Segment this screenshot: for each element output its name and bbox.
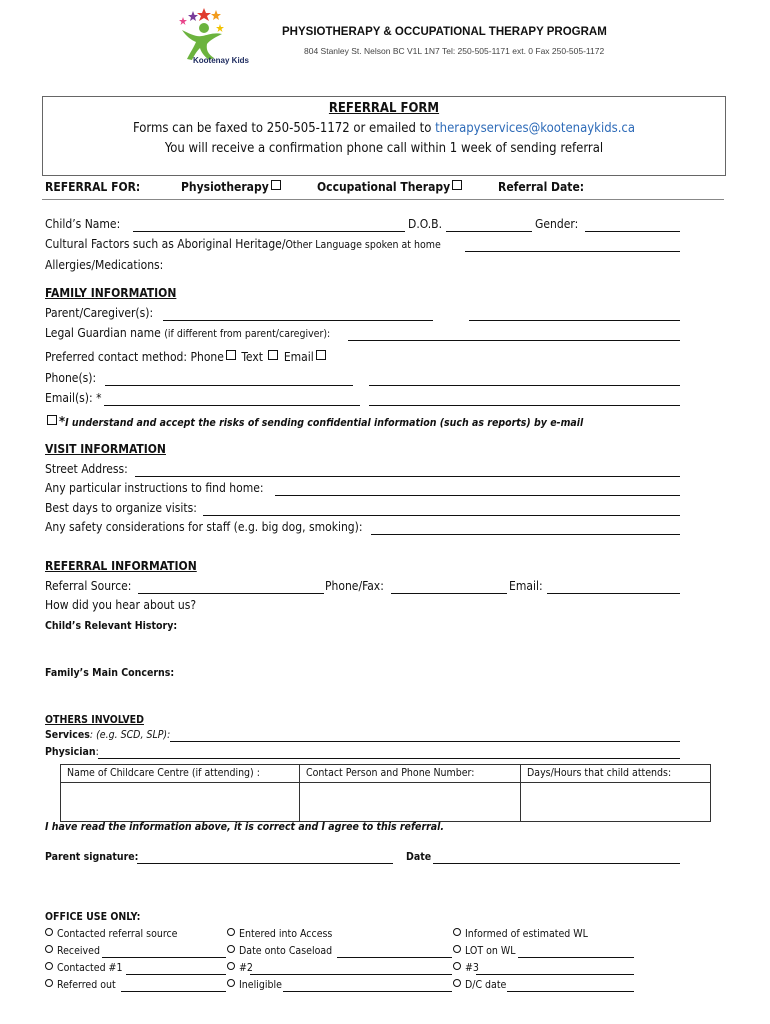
office-item-3[interactable]: #3 — [453, 962, 479, 974]
contact-phone-checkbox[interactable] — [226, 350, 236, 360]
referral-for-label: REFERRAL FOR: — [45, 180, 141, 194]
childcare-table — [60, 764, 711, 822]
form-title: REFERRAL FORM — [328, 101, 440, 116]
others-involved-heading: OTHERS INVOLVED — [45, 714, 144, 726]
physician-field[interactable] — [98, 758, 680, 759]
childs-name-label: Child’s Name: — [45, 217, 121, 231]
radio-circle-icon — [227, 962, 235, 970]
logo-star-red — [197, 8, 211, 21]
radio-circle-icon — [45, 928, 53, 936]
ineligible-field[interactable] — [283, 991, 452, 992]
item-3-field[interactable] — [476, 974, 634, 975]
contact-person-cell[interactable] — [300, 783, 521, 822]
office-item-received[interactable]: Received — [45, 945, 100, 957]
days-hours-cell[interactable] — [521, 783, 711, 822]
referral-email-field[interactable] — [547, 593, 680, 594]
radio-circle-icon — [453, 979, 461, 987]
logo-star-purple — [188, 11, 198, 21]
visit-info-heading: VISIT INFORMATION — [45, 442, 166, 456]
parent-signature-label: Parent signature: — [45, 851, 139, 863]
best-days-field[interactable] — [203, 515, 680, 516]
parent-caregiver-field-1[interactable] — [163, 320, 433, 321]
street-address-label: Street Address: — [45, 462, 128, 476]
lot-on-wl-field[interactable] — [518, 957, 634, 958]
referral-date-label: Referral Date: — [498, 180, 585, 194]
services-field[interactable] — [170, 741, 680, 742]
referred-out-field[interactable] — [121, 991, 226, 992]
signature-date-field[interactable] — [433, 863, 680, 864]
phone-fax-label: Phone/Fax: — [325, 579, 384, 593]
email-consent[interactable]: *I understand and accept the risks of sending confidential information (such as reports) by e-mail — [45, 415, 583, 430]
logo-star-yellow — [216, 24, 224, 32]
childcare-table-row — [61, 783, 711, 822]
gender-field[interactable] — [585, 231, 680, 232]
physiotherapy-checkbox[interactable] — [271, 180, 281, 190]
how-heard-label: How did you hear about us? — [45, 598, 197, 612]
agreement-statement: I have read the information above, it is correct and I agree to this referral. — [45, 821, 444, 833]
logo-text: Kootenay Kids — [193, 56, 250, 65]
referral-for-divider — [42, 199, 724, 200]
cultural-factors-label: Cultural Factors such as Aboriginal Heritage/Other Language spoken at home — [45, 237, 441, 251]
logo-figure-head — [199, 23, 209, 33]
parent-signature-field[interactable] — [137, 863, 393, 864]
safety-label: Any safety considerations for staff (e.g. big dog, smoking): — [45, 520, 363, 534]
main-concerns-label: Family’s Main Concerns: — [45, 667, 175, 679]
radio-circle-icon — [45, 945, 53, 953]
confirmation-note: You will receive a confirmation phone call within 1 week of sending referral — [164, 141, 604, 156]
physiotherapy-option[interactable]: Physiotherapy — [181, 180, 283, 194]
instructions-field[interactable] — [275, 495, 680, 496]
office-item-contacted-1[interactable]: Contacted #1 — [45, 962, 123, 974]
radio-circle-icon — [227, 928, 235, 936]
contact-person-header: Contact Person and Phone Number: — [300, 765, 521, 783]
contact-text-checkbox[interactable] — [268, 350, 278, 360]
legal-guardian-label: Legal Guardian name (if different from parent/caregiver): — [45, 326, 331, 340]
instructions-label: Any particular instructions to find home: — [45, 481, 264, 495]
referral-info-heading: REFERRAL INFORMATION — [45, 559, 197, 573]
email-field-2[interactable] — [369, 405, 680, 406]
office-item-contacted-referral-source[interactable]: Contacted referral source — [45, 928, 178, 940]
occupational-therapy-option[interactable]: Occupational Therapy — [317, 180, 464, 194]
fax-email-instructions — [43, 121, 725, 136]
cultural-factors-field[interactable] — [465, 251, 680, 252]
radio-circle-icon — [453, 928, 461, 936]
logo-star-orange — [211, 10, 221, 20]
office-item-dc-date[interactable]: D/C date — [453, 979, 506, 991]
dc-date-field[interactable] — [507, 991, 634, 992]
email-field-1[interactable] — [104, 405, 360, 406]
item-2-field[interactable] — [250, 974, 452, 975]
office-item-entered-into-access[interactable]: Entered into Access — [227, 928, 332, 940]
childcare-table-header-row — [61, 765, 711, 783]
radio-circle-icon — [227, 979, 235, 987]
emails-label: Email(s): * — [45, 391, 102, 405]
program-title: PHYSIOTHERAPY & OCCUPATIONAL THERAPY PROGRAM — [282, 26, 607, 38]
referral-form-header-box — [42, 96, 726, 176]
caseload-date-field[interactable] — [337, 957, 452, 958]
dob-field[interactable] — [446, 231, 532, 232]
safety-field[interactable] — [371, 534, 680, 535]
physician-label: Physician: — [45, 746, 99, 758]
office-item-informed-estimated-wl[interactable]: Informed of estimated WL — [453, 928, 588, 940]
program-address: 804 Stanley St. Nelson BC V1L 1N7 Tel: 250-505-1171 ext. 0 Fax 250-505-1172 — [304, 46, 605, 56]
childcare-centre-cell[interactable] — [61, 783, 300, 822]
radio-circle-icon — [227, 945, 235, 953]
relevant-history-label: Child’s Relevant History: — [45, 620, 178, 632]
family-info-heading: FAMILY INFORMATION — [45, 286, 177, 300]
phone-field-2[interactable] — [369, 385, 680, 386]
contacted-1-field[interactable] — [126, 974, 226, 975]
childs-name-field[interactable] — [133, 231, 405, 232]
phone-field-1[interactable] — [105, 385, 353, 386]
office-item-2[interactable]: #2 — [227, 962, 253, 974]
dob-label: D.O.B. — [408, 217, 443, 231]
office-use-heading: OFFICE USE ONLY: — [45, 911, 141, 923]
phone-fax-field[interactable] — [391, 593, 507, 594]
logo-star-pink — [179, 17, 187, 25]
office-item-ineligible[interactable]: Ineligible — [227, 979, 282, 991]
street-address-field[interactable] — [135, 476, 680, 477]
radio-circle-icon — [45, 979, 53, 987]
referral-email-label: Email: — [509, 579, 543, 593]
radio-circle-icon — [45, 962, 53, 970]
office-item-date-onto-caseload[interactable]: Date onto Caseload — [227, 945, 332, 957]
phones-label: Phone(s): — [45, 371, 97, 385]
best-days-label: Best days to organize visits: — [45, 501, 197, 515]
parent-caregiver-field-2[interactable] — [469, 320, 680, 321]
radio-circle-icon — [453, 945, 461, 953]
occupational-therapy-checkbox[interactable] — [452, 180, 462, 190]
received-field[interactable] — [102, 957, 226, 958]
days-hours-header: Days/Hours that child attends: — [521, 765, 711, 783]
preferred-contact-method: Preferred contact method: Phone Text Email — [45, 350, 328, 364]
allergies-label: Allergies/Medications: — [45, 258, 164, 272]
office-item-lot-on-wl[interactable]: LOT on WL — [453, 945, 515, 957]
referral-source-label: Referral Source: — [45, 579, 132, 593]
gender-label: Gender: — [535, 217, 579, 231]
legal-guardian-field[interactable] — [348, 340, 680, 341]
signature-date-label: Date — [406, 851, 432, 863]
parent-caregiver-label: Parent/Caregiver(s): — [45, 306, 154, 320]
therapy-email-link[interactable]: therapyservices@kootenaykids.ca — [435, 121, 636, 136]
fax-text: Forms can be faxed to 250-505-1172 or emailed to — [132, 121, 436, 136]
referral-source-field[interactable] — [138, 593, 324, 594]
contact-email-checkbox[interactable] — [316, 350, 326, 360]
email-consent-checkbox[interactable] — [47, 415, 57, 425]
radio-circle-icon — [453, 962, 461, 970]
childcare-centre-header: Name of Childcare Centre (if attending) : — [61, 765, 300, 783]
services-label: Services: (e.g. SCD, SLP): — [45, 729, 171, 741]
office-item-referred-out[interactable]: Referred out — [45, 979, 116, 991]
